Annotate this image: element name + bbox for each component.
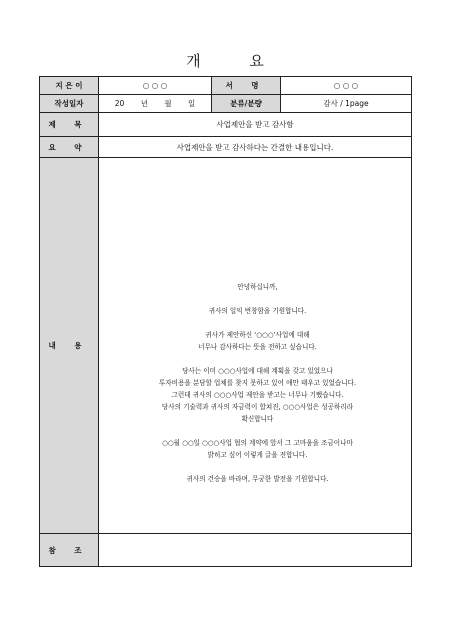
author-value: ○ ○ ○ xyxy=(99,77,212,95)
content-label: 내 용 xyxy=(40,158,99,534)
content-line: ○○월 ○○일 ○○○사업 협의 계약에 앞서 그 고마움을 조금이나마 xyxy=(162,438,353,447)
date-value: 20 년 월 일 xyxy=(99,95,212,113)
subject-label: 제 목 xyxy=(40,113,99,137)
content-lines xyxy=(101,207,409,485)
content-line: 너무나 감사하다는 뜻을 전하고 싶습니다. xyxy=(198,342,317,351)
signature-value: ○ ○ ○ xyxy=(281,77,412,95)
date-row xyxy=(40,95,412,113)
reference-value xyxy=(99,534,412,567)
summary-row xyxy=(40,137,412,158)
content-row xyxy=(40,158,412,534)
content-line: 당사의 기술력과 귀사의 자금력이 합쳐진, ○○○사업은 성공하리라 xyxy=(161,402,354,411)
content-line: 그런데 귀사의 ○○○사업 제안을 받고는 너무나 기뻤습니다. xyxy=(171,390,344,399)
content-gap xyxy=(106,293,409,305)
content-line: 안녕하십니까, xyxy=(237,282,278,291)
content-line: 귀사가 제안하신 ‘○○○’사업에 대해 xyxy=(205,330,310,339)
content-body xyxy=(99,158,412,534)
content-line: 귀사의 일익 번창함을 기원합니다. xyxy=(208,306,307,315)
summary-value: 사업제안을 받고 감사하다는 간결한 내용입니다. xyxy=(99,137,412,158)
content-line: 밝히고 싶어 이렇게 글을 전합니다. xyxy=(207,450,308,459)
subject-value: 사업제안을 받고 감사함 xyxy=(99,113,412,137)
author-label: 지 은 이 xyxy=(40,77,99,95)
page-title: 개 요 xyxy=(186,52,286,70)
overview-form xyxy=(39,76,412,567)
content-line: 확신합니다 xyxy=(241,414,274,423)
content-line: 당사는 이미 ○○○사업에 대해 계획을 갖고 있었으나 xyxy=(182,366,333,375)
content-gap xyxy=(106,461,409,473)
content-line: 귀사의 건승을 바라며, 무궁한 발전을 기원합니다. xyxy=(186,474,329,483)
author-row xyxy=(40,77,412,95)
content-line: 투자비용을 분담할 업체를 찾지 못하고 있어 애만 태우고 있었습니다. xyxy=(158,378,357,387)
category-label: 분류/분량 xyxy=(212,95,281,113)
summary-label: 요 약 xyxy=(40,137,99,158)
content-gap xyxy=(106,317,409,329)
category-value: 감사 / 1page xyxy=(281,95,412,113)
signature-label: 서 명 xyxy=(212,77,281,95)
subject-row xyxy=(40,113,412,137)
reference-row xyxy=(40,534,412,567)
reference-label: 참 조 xyxy=(40,534,99,567)
content-gap xyxy=(106,353,409,365)
content-gap xyxy=(106,425,409,437)
date-label: 작성일자 xyxy=(40,95,99,113)
